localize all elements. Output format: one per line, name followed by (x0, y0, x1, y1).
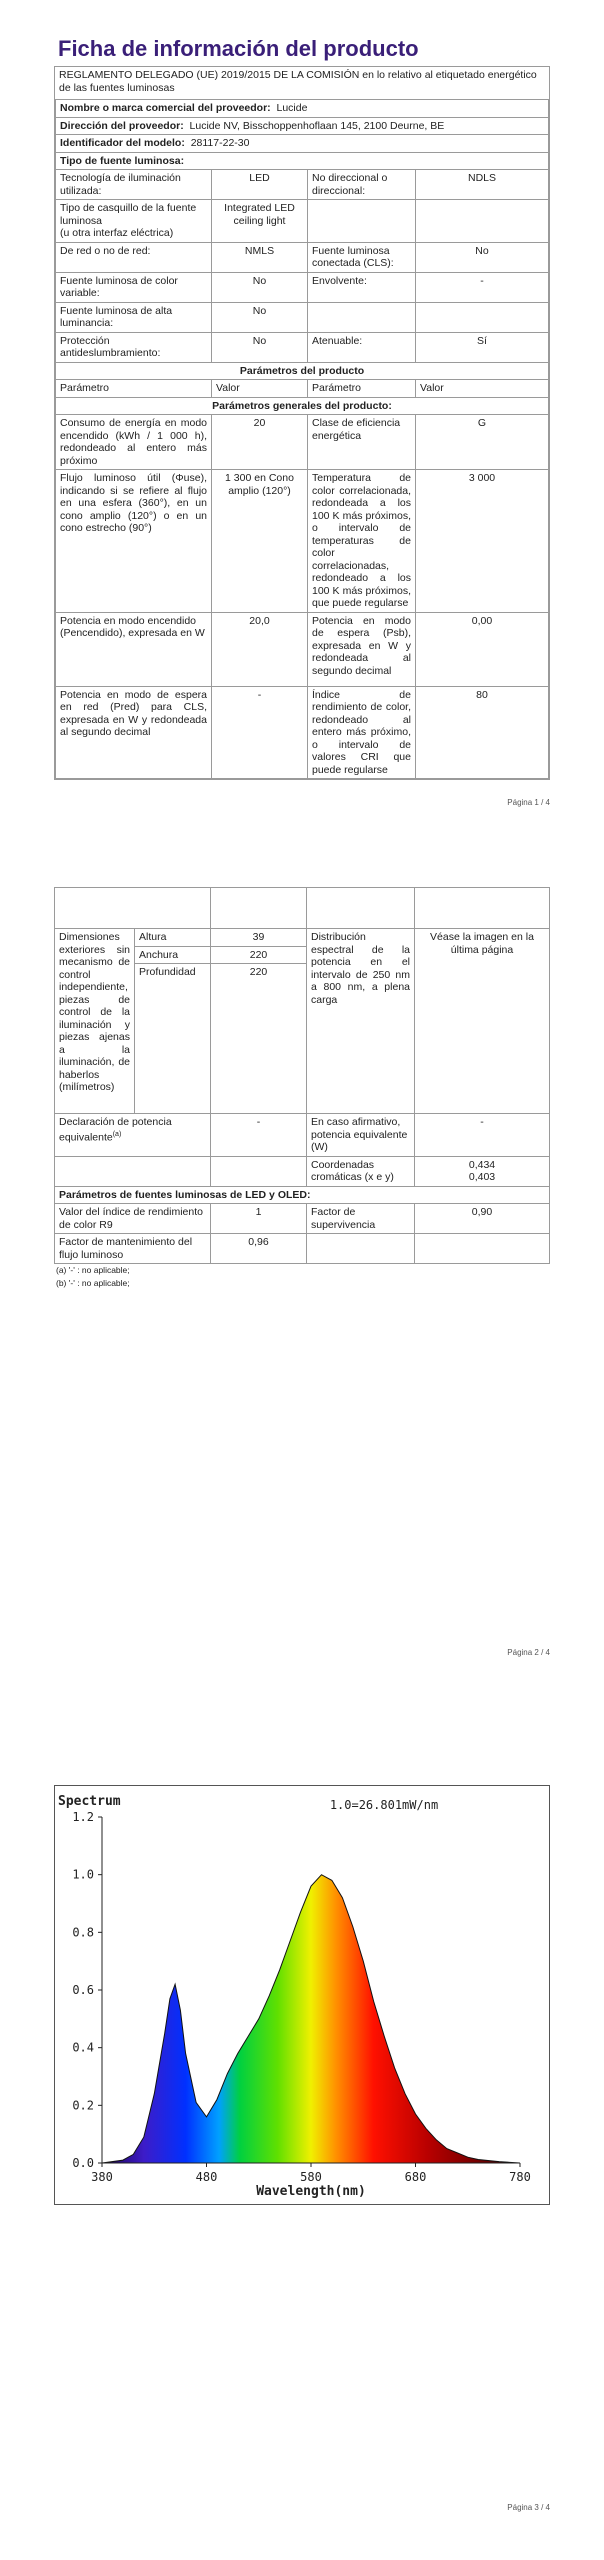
chart-annotation: 1.0=26.801mW/nm (329, 1798, 439, 1812)
y-tick-label: 1.0 (72, 1867, 94, 1882)
table-row: Dimensiones exteriores sin mecanismo de control independiente, piezas de control de la iluminación y piezas ajenas a la iluminación, de haberlos (milímetros) Altura 39 Distribución espectral de la potencia en el intervalo de 250 nm a 800 nm, a plena carga Véase la imagen en la última página (55, 929, 550, 947)
table-row: Tipo de casquillo de la fuente luminosa (u otra interfaz eléctrica) Integrated LED ceiling light (56, 200, 549, 243)
footnote: (a) '-' : no aplicable; (56, 1265, 130, 1275)
dimensions-label: Dimensiones exteriores sin mecanismo de control independiente, piezas de control de la iluminación y piezas ajenas a la iluminación, de haberlos (milímetros) (55, 929, 135, 1114)
y-tick-label: 0.2 (72, 2098, 94, 2113)
supplier-address-row: Dirección del proveedor: Lucide NV, Bisschoppenhoflaan 145, 2100 Deurne, BE (56, 117, 549, 135)
table-row: Anchura 220 (55, 946, 550, 964)
table-row (55, 888, 550, 929)
regulation-text: REGLAMENTO DELEGADO (UE) 2019/2015 DE LA COMISIÓN en lo relativo al etiquetado energético de las fuentes luminosas (59, 69, 537, 94)
table-row: De red o no de red: NMLS Fuente luminosa conectada (CLS): No (56, 242, 549, 272)
table-row: Declaración de potencia equivalente$^{(a)}$ - En caso afirmativo, potencia equivalente (W) - (55, 1114, 550, 1157)
page-2 (54, 887, 550, 1290)
chart-title: Spectrum (58, 1794, 121, 1809)
table-row: Fuente luminosa de color variable: No Envolvente: - (56, 272, 549, 302)
table-row: Factor de mantenimiento del flujo luminoso 0,96 (55, 1234, 550, 1264)
table-row: Coordenadas cromáticas (x e y) 0,434 0,403 (55, 1156, 550, 1186)
page-title: Ficha de información del producto (58, 36, 419, 61)
sheet-frame (54, 66, 550, 780)
table-row: Fuente luminosa de alta luminancia: No (56, 302, 549, 332)
y-tick-label: 0.0 (72, 2156, 94, 2170)
general-heading: Parámetros generales del producto: (56, 397, 549, 415)
table-row: Potencia en modo encendido (Pencendido), expresada en W 20,0 Potencia en modo de espera (Psb), expresada en W y redondeada al segundo decimal 0,00 (56, 612, 549, 686)
model-row: Identificador del modelo: 28117-22-30 (56, 135, 549, 153)
page-number: Página 2 / 4 (507, 1648, 550, 1657)
table-row: Consumo de energía en modo encendido (kWh / 1 000 h), redondeado al entero más próximo 20 Clase de eficiencia energética G (56, 415, 549, 470)
y-tick-label: 1.2 (72, 1810, 94, 1824)
y-tick-label: 0.4 (72, 2040, 94, 2055)
type-heading: Tipo de fuente luminosa: (56, 152, 549, 170)
supplier-name-row: Nombre o marca comercial del proveedor: Lucide (56, 100, 549, 118)
footnote: (b) '-' : no aplicable; (56, 1278, 130, 1288)
page-number: Página 1 / 4 (507, 798, 550, 807)
x-tick-label: 680 (404, 2170, 427, 2184)
spectrum-chart (54, 1785, 550, 2205)
table-row: Potencia en modo de espera en red (Pred) para CLS, expresada en W y redondeada al segundo decimal - Índice de rendimiento de color, redondeado al entero más próximo, o intervalo de valores CRI que puede regularse 80 (56, 686, 549, 779)
x-axis-label: Wavelength(nm) (256, 2184, 366, 2199)
page-1 (54, 36, 550, 784)
x-tick-label: 480 (195, 2170, 218, 2184)
table-row: Protección antideslumbramiento: No Atenuable: Sí (56, 332, 549, 362)
table-row: Flujo luminoso útil (Φuse), indicando si se refiere al flujo en una esfera (360°), en un cono amplio (120°) o en un cono estrecho (90°) 1 300 en Cono amplio (120°) Temperatura de color correlacionada, redondeada a los 100 K más próximos, o intervalo de temperaturas de color correlacionadas, redondeado a los 100 K más próximos, que puede regularse 3 000 (56, 470, 549, 613)
page-number: Página 3 / 4 (507, 2503, 550, 2512)
x-tick-label: 780 (509, 2170, 531, 2184)
x-tick-label: 380 (91, 2170, 113, 2184)
led-heading: Parámetros de fuentes luminosas de LED y OLED: (55, 1186, 550, 1204)
table-row: Tecnología de iluminación utilizada: LED No direccional o direccional: NDLS (56, 170, 549, 200)
product-table-continued (54, 887, 550, 1264)
params-heading: Parámetros del producto (56, 362, 549, 380)
spectrum-svg (54, 1785, 550, 2205)
y-tick-label: 0.6 (72, 1983, 94, 1997)
x-tick-label: 580 (300, 2170, 322, 2184)
table-row: Valor del índice de rendimiento de color R9 1 Factor de supervivencia 0,90 (55, 1204, 550, 1234)
params-header-row: Parámetro Valor Parámetro Valor (56, 380, 549, 398)
y-tick-label: 0.8 (72, 1925, 94, 1940)
product-table (55, 99, 549, 779)
table-row: Profundidad 220 (55, 964, 550, 1114)
